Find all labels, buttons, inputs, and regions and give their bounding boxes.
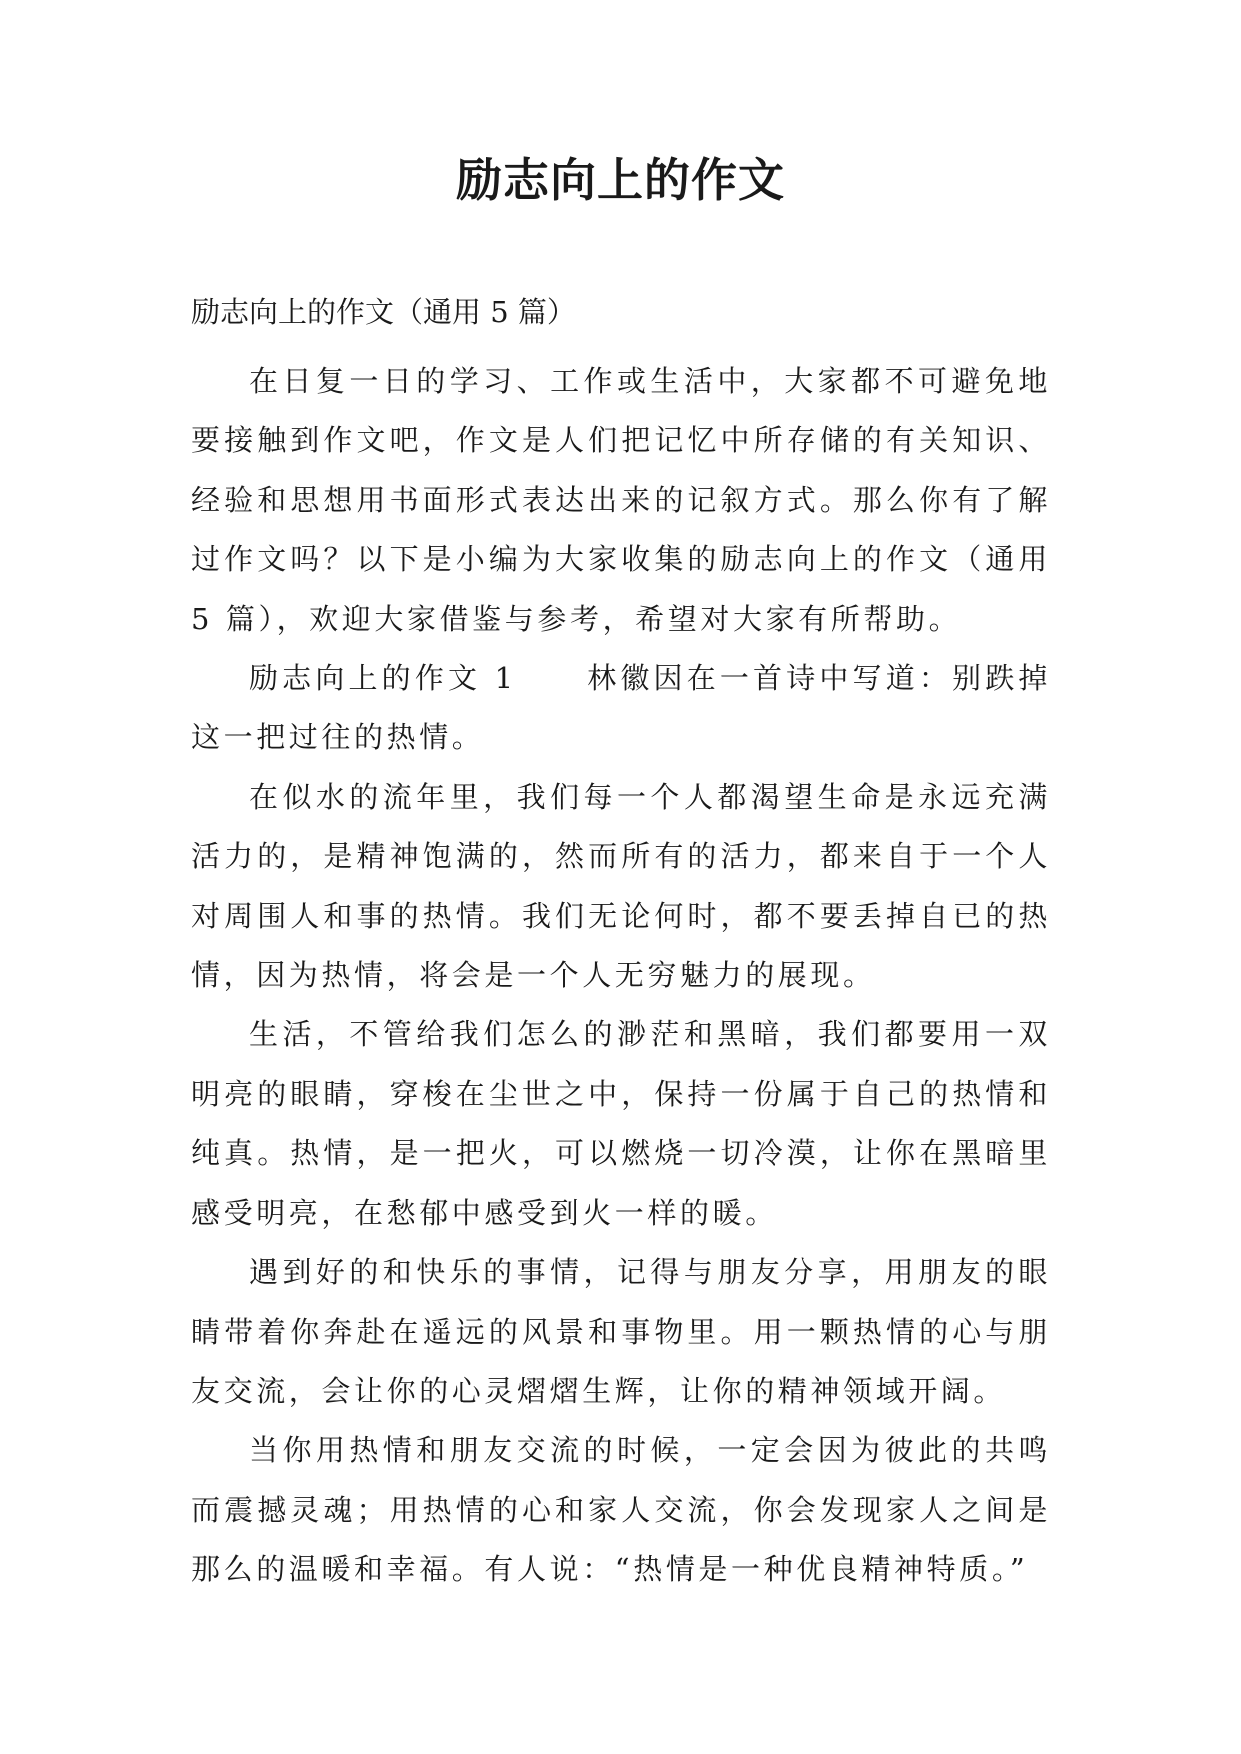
document-title: 励志向上的作文: [456, 153, 785, 207]
section-1-opening: [191, 649, 1051, 768]
section-1-first-sentence: 林徽因在一首诗中写道：别跌掉这一把过往的热情。: [191, 661, 1051, 755]
document-subtitle: 励志向上的作文（通用 5 篇）: [191, 295, 576, 329]
body-paragraph: 当你用热情和朋友交流的时候，一定会因为彼此的共鸣而震撼灵魂；用热情的心和家人交流，你会发现家人之间是那么的温暖和幸福。有人说：“热情是一种优良精神特质。”: [191, 1433, 1051, 1587]
intro-paragraph: 在日复一日的学习、工作或生活中，大家都不可避免地要接触到作文吧，作文是人们把记忆中所存储的有关知识、经验和思想用书面形式表达出来的记叙方式。那么你有了解过作文吗？以下是小编为大家收集的励志向上的作文（通用 5 篇），欢迎大家借鉴与参考，希望对大家有所帮助。: [191, 364, 1051, 636]
body-paragraph: 生活，不管给我们怎么的渺茫和黑暗，我们都要用一双明亮的眼睛，穿梭在尘世之中，保持一份属于自己的热情和纯真。热情，是一把火，可以燃烧一切冷漠，让你在黑暗里感受明亮，在愁郁中感受到火一样的暖。: [191, 1017, 1051, 1230]
section-heading: 励志向上的作文 1: [249, 661, 517, 696]
document-body: [191, 352, 1051, 1600]
body-paragraph: 在似水的流年里，我们每一个人都渴望生命是永远充满活力的，是精神饱满的，然而所有的活力，都来自于一个人对周围人和事的热情。我们无论何时，都不要丢掉自已的热情，因为热情，将会是一个人无穷魅力的展现。: [191, 779, 1051, 993]
body-paragraph: 遇到好的和快乐的事情，记得与朋友分享，用朋友的眼睛带着你奔赴在遥远的风景和事物里。用一颗热情的心与朋友交流，会让你的心灵熠熠生辉，让你的精神领域开阔。: [191, 1255, 1051, 1408]
